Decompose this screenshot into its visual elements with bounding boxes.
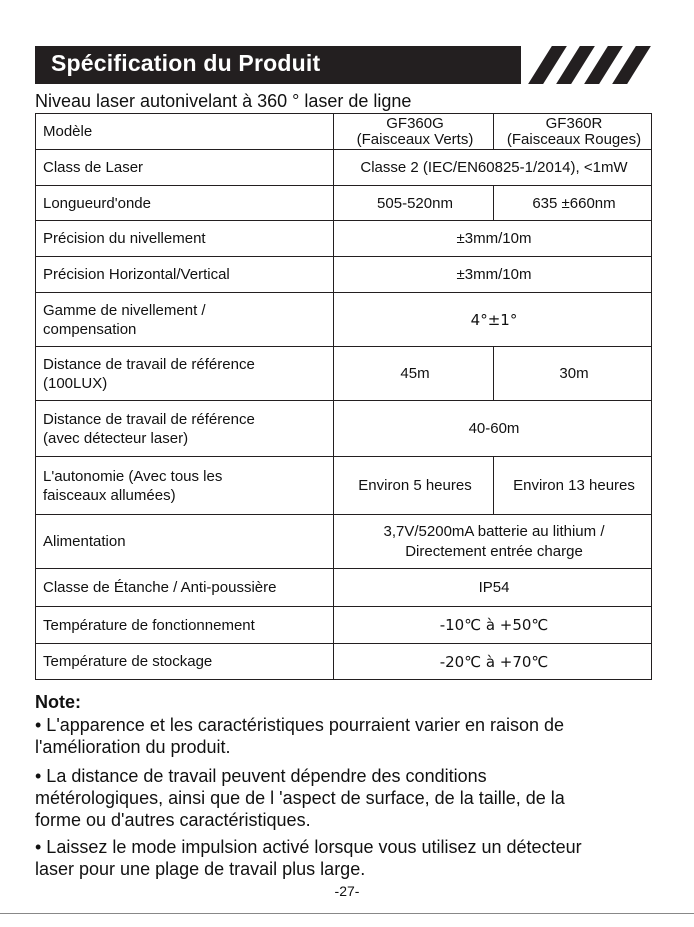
row-value-r: 635 ±660nm: [494, 186, 652, 221]
row-value-line: Directement entrée charge: [405, 542, 583, 560]
row-label: Classe de Étanche / Anti-poussière: [36, 569, 334, 607]
table-row: [36, 114, 652, 150]
row-label-line: Gamme de nivellement /: [43, 301, 206, 319]
note-line: forme ou d'autres caractéristiques.: [35, 810, 311, 830]
row-label: [36, 401, 334, 457]
model-r-sub: (Faisceaux Rouges): [506, 130, 642, 148]
table-row: [36, 515, 652, 569]
row-value-g: 505-520nm: [334, 186, 494, 221]
row-label: Précision du nivellement: [36, 221, 334, 257]
row-label: [36, 347, 334, 401]
page-number: -27-: [334, 883, 360, 899]
table-row: [36, 347, 652, 401]
table-row: [36, 150, 652, 186]
row-label: Modèle: [36, 114, 334, 150]
note-line: métérologiques, ainsi que de l 'aspect de surface, de la taille, de la: [35, 788, 565, 808]
table-row: [36, 457, 652, 515]
row-label: Alimentation: [36, 515, 334, 569]
row-value: ±3mm/10m: [334, 221, 652, 257]
row-label: [36, 293, 334, 347]
table-row: [36, 221, 652, 257]
table-row: [36, 401, 652, 457]
header-title: Spécification du Produit: [51, 50, 321, 76]
note-line: • La distance de travail peuvent dépendre des conditions: [35, 766, 487, 786]
model-g-sub: (Faisceaux Verts): [356, 130, 474, 148]
row-label-line: Distance de travail de référence: [43, 355, 255, 373]
row-value-g: 45m: [334, 347, 494, 401]
row-label-line: L'autonomie (Avec tous les: [43, 467, 223, 485]
row-label: [36, 457, 334, 515]
row-value-r: Environ 13 heures: [494, 457, 652, 515]
row-label-line: compensation: [43, 320, 137, 338]
row-value-g: Environ 5 heures: [334, 457, 494, 515]
model-g-name: GF360G: [386, 114, 444, 132]
table-row: [36, 607, 652, 644]
note-line: l'amélioration du produit.: [35, 737, 231, 757]
note-heading: Note:: [35, 692, 81, 712]
table-row: [36, 293, 652, 347]
row-label-line: faisceaux allumées): [43, 486, 176, 504]
row-label: Précision Horizontal/Vertical: [36, 257, 334, 293]
page-subtitle: Niveau laser autonivelant à 360 ° laser de ligne: [35, 91, 412, 111]
note-item: [35, 714, 655, 758]
note-line: laser pour une plage de travail plus large.: [35, 859, 366, 879]
table-row: [36, 257, 652, 293]
note-line: • L'apparence et les caractéristiques pourraient varier en raison de: [35, 715, 565, 735]
row-value-line: 3,7V/5200mA batterie au lithium /: [383, 522, 605, 540]
note-item: [35, 836, 655, 880]
specification-table: [35, 113, 652, 680]
header-bar: [35, 46, 521, 84]
row-value: 4°±1°: [334, 293, 652, 347]
row-value: ±3mm/10m: [334, 257, 652, 293]
row-value: 40-60m: [334, 401, 652, 457]
page-divider: [0, 913, 694, 914]
row-value: [334, 515, 652, 569]
row-label: Température de stockage: [36, 644, 334, 680]
row-label-line: (avec détecteur laser): [43, 429, 189, 447]
table-row: [36, 644, 652, 680]
model-g-cell: [334, 114, 494, 150]
row-value-r: 30m: [494, 347, 652, 401]
model-r-name: GF360R: [545, 114, 603, 132]
model-r-cell: [494, 114, 652, 150]
table-row: [36, 569, 652, 607]
row-label: Longueurd'onde: [36, 186, 334, 221]
table-row: [36, 186, 652, 221]
row-label: Température de fonctionnement: [36, 607, 334, 644]
note-item: [35, 765, 655, 831]
row-value: -20℃ à +70℃: [334, 644, 652, 680]
row-label: Class de Laser: [36, 150, 334, 186]
row-label-line: Distance de travail de référence: [43, 410, 255, 428]
note-line: • Laissez le mode impulsion activé lorsque vous utilisez un détecteur: [35, 837, 582, 857]
row-value: -10℃ à +50℃: [334, 607, 652, 644]
section-header: [35, 46, 655, 84]
row-label-line: (100LUX): [43, 374, 108, 392]
row-value: IP54: [334, 569, 652, 607]
row-value: Classe 2 (IEC/EN60825-1/2014), <1mW: [334, 150, 652, 186]
